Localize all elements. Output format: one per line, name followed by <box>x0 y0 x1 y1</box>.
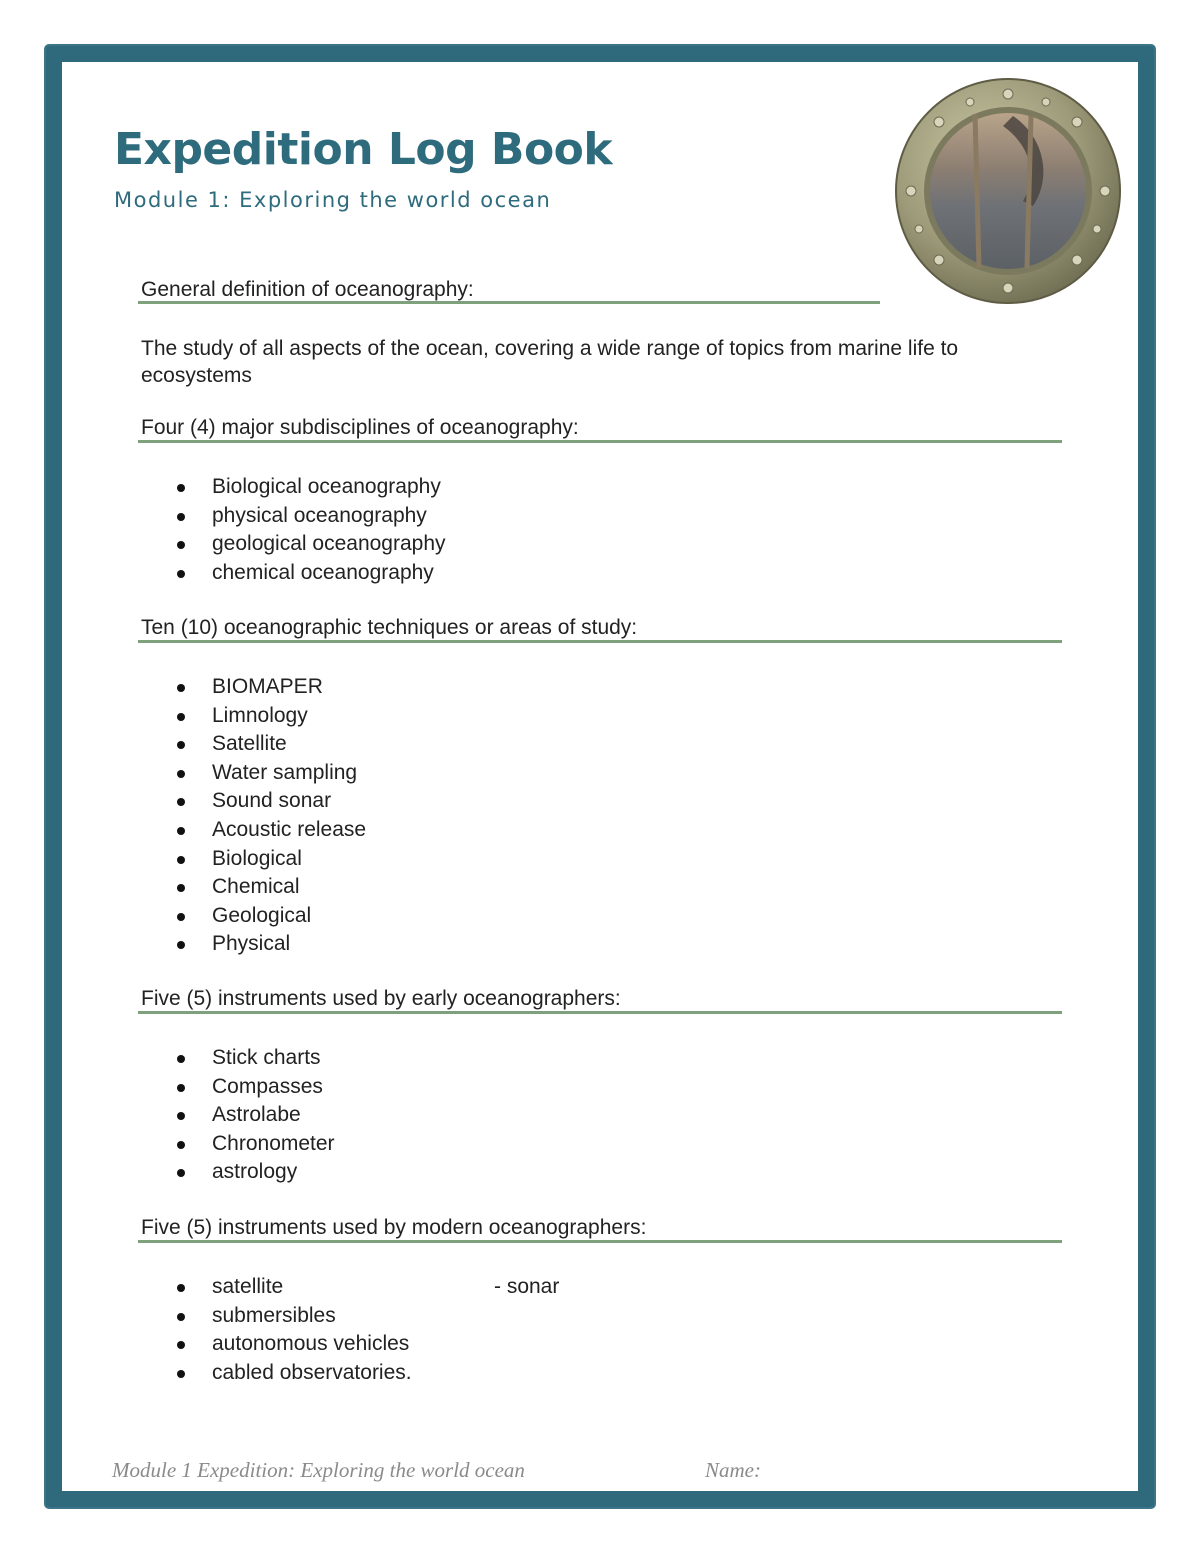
bullet-icon <box>177 770 185 778</box>
list-item: Biological <box>141 845 366 874</box>
heading-rule <box>138 1011 1062 1014</box>
list-item: Astrolabe <box>141 1101 335 1130</box>
list-item: Acoustic release <box>141 816 366 845</box>
bullet-icon <box>177 1370 185 1378</box>
bullet-icon <box>177 884 185 892</box>
early-instruments-list <box>141 1044 335 1187</box>
bullet-icon <box>177 484 185 492</box>
list-item: Stick charts <box>141 1044 335 1073</box>
bullet-icon <box>177 1313 185 1321</box>
subdisciplines-list <box>141 473 446 587</box>
section-heading-modern-instruments: Five (5) instruments used by modern oceanographers: <box>141 1216 647 1239</box>
list-item: Biological oceanography <box>141 473 446 502</box>
list-item: autonomous vehicles <box>141 1330 412 1359</box>
section-heading-subdisciplines: Four (4) major subdisciplines of oceanography: <box>141 416 579 439</box>
bullet-icon <box>177 570 185 578</box>
bullet-icon <box>177 1055 185 1063</box>
bullet-icon <box>177 941 185 949</box>
bullet-icon <box>177 913 185 921</box>
heading-rule <box>138 301 880 304</box>
section-heading-definition: General definition of oceanography: <box>141 278 474 301</box>
bullet-icon <box>177 1112 185 1120</box>
porthole-image <box>893 76 1123 306</box>
list-item: physical oceanography <box>141 502 446 531</box>
list-item: Satellite <box>141 730 366 759</box>
bullet-icon <box>177 827 185 835</box>
list-item: geological oceanography <box>141 530 446 559</box>
section-heading-techniques: Ten (10) oceanographic techniques or areas of study: <box>141 616 638 639</box>
bullet-icon <box>177 684 185 692</box>
bullet-icon <box>177 856 185 864</box>
section-heading-early-instruments: Five (5) instruments used by early oceanographers: <box>141 987 621 1010</box>
techniques-list <box>141 673 366 959</box>
list-item: Water sampling <box>141 759 366 788</box>
heading-rule <box>138 1240 1062 1243</box>
footer-module-label: Module 1 Expedition: Exploring the world ocean <box>112 1458 525 1482</box>
list-item: Limnology <box>141 702 366 731</box>
page-subtitle: Module 1: Exploring the world ocean <box>114 188 552 212</box>
page-title: Expedition Log Book <box>114 124 613 175</box>
list-item: Sound sonar <box>141 787 366 816</box>
bullet-icon <box>177 1341 185 1349</box>
heading-rule <box>138 640 1062 643</box>
list-item: astrology <box>141 1158 335 1187</box>
bullet-icon <box>177 713 185 721</box>
list-item: satellite <box>141 1273 412 1302</box>
bullet-icon <box>177 1284 185 1292</box>
list-item: BIOMAPER <box>141 673 366 702</box>
list-item: chemical oceanography <box>141 559 446 588</box>
list-item: Geological <box>141 902 366 931</box>
footer-name-label: Name: <box>705 1458 761 1482</box>
bullet-icon <box>177 1141 185 1149</box>
bullet-icon <box>177 741 185 749</box>
list-item: Chemical <box>141 873 366 902</box>
bullet-icon <box>177 541 185 549</box>
list-item: submersibles <box>141 1302 412 1331</box>
bullet-icon <box>177 513 185 521</box>
bullet-icon <box>177 1169 185 1177</box>
list-item: Compasses <box>141 1073 335 1102</box>
bullet-icon <box>177 798 185 806</box>
list-item: Chronometer <box>141 1130 335 1159</box>
heading-rule <box>138 440 1062 443</box>
definition-text: The study of all aspects of the ocean, covering a wide range of topics from marine life to ecosystems <box>141 337 959 387</box>
list-item: Physical <box>141 930 366 959</box>
list-item: cabled observatories. <box>141 1359 412 1388</box>
side-note: - sonar <box>494 1275 560 1298</box>
modern-instruments-list <box>141 1273 412 1387</box>
bullet-icon <box>177 1084 185 1092</box>
